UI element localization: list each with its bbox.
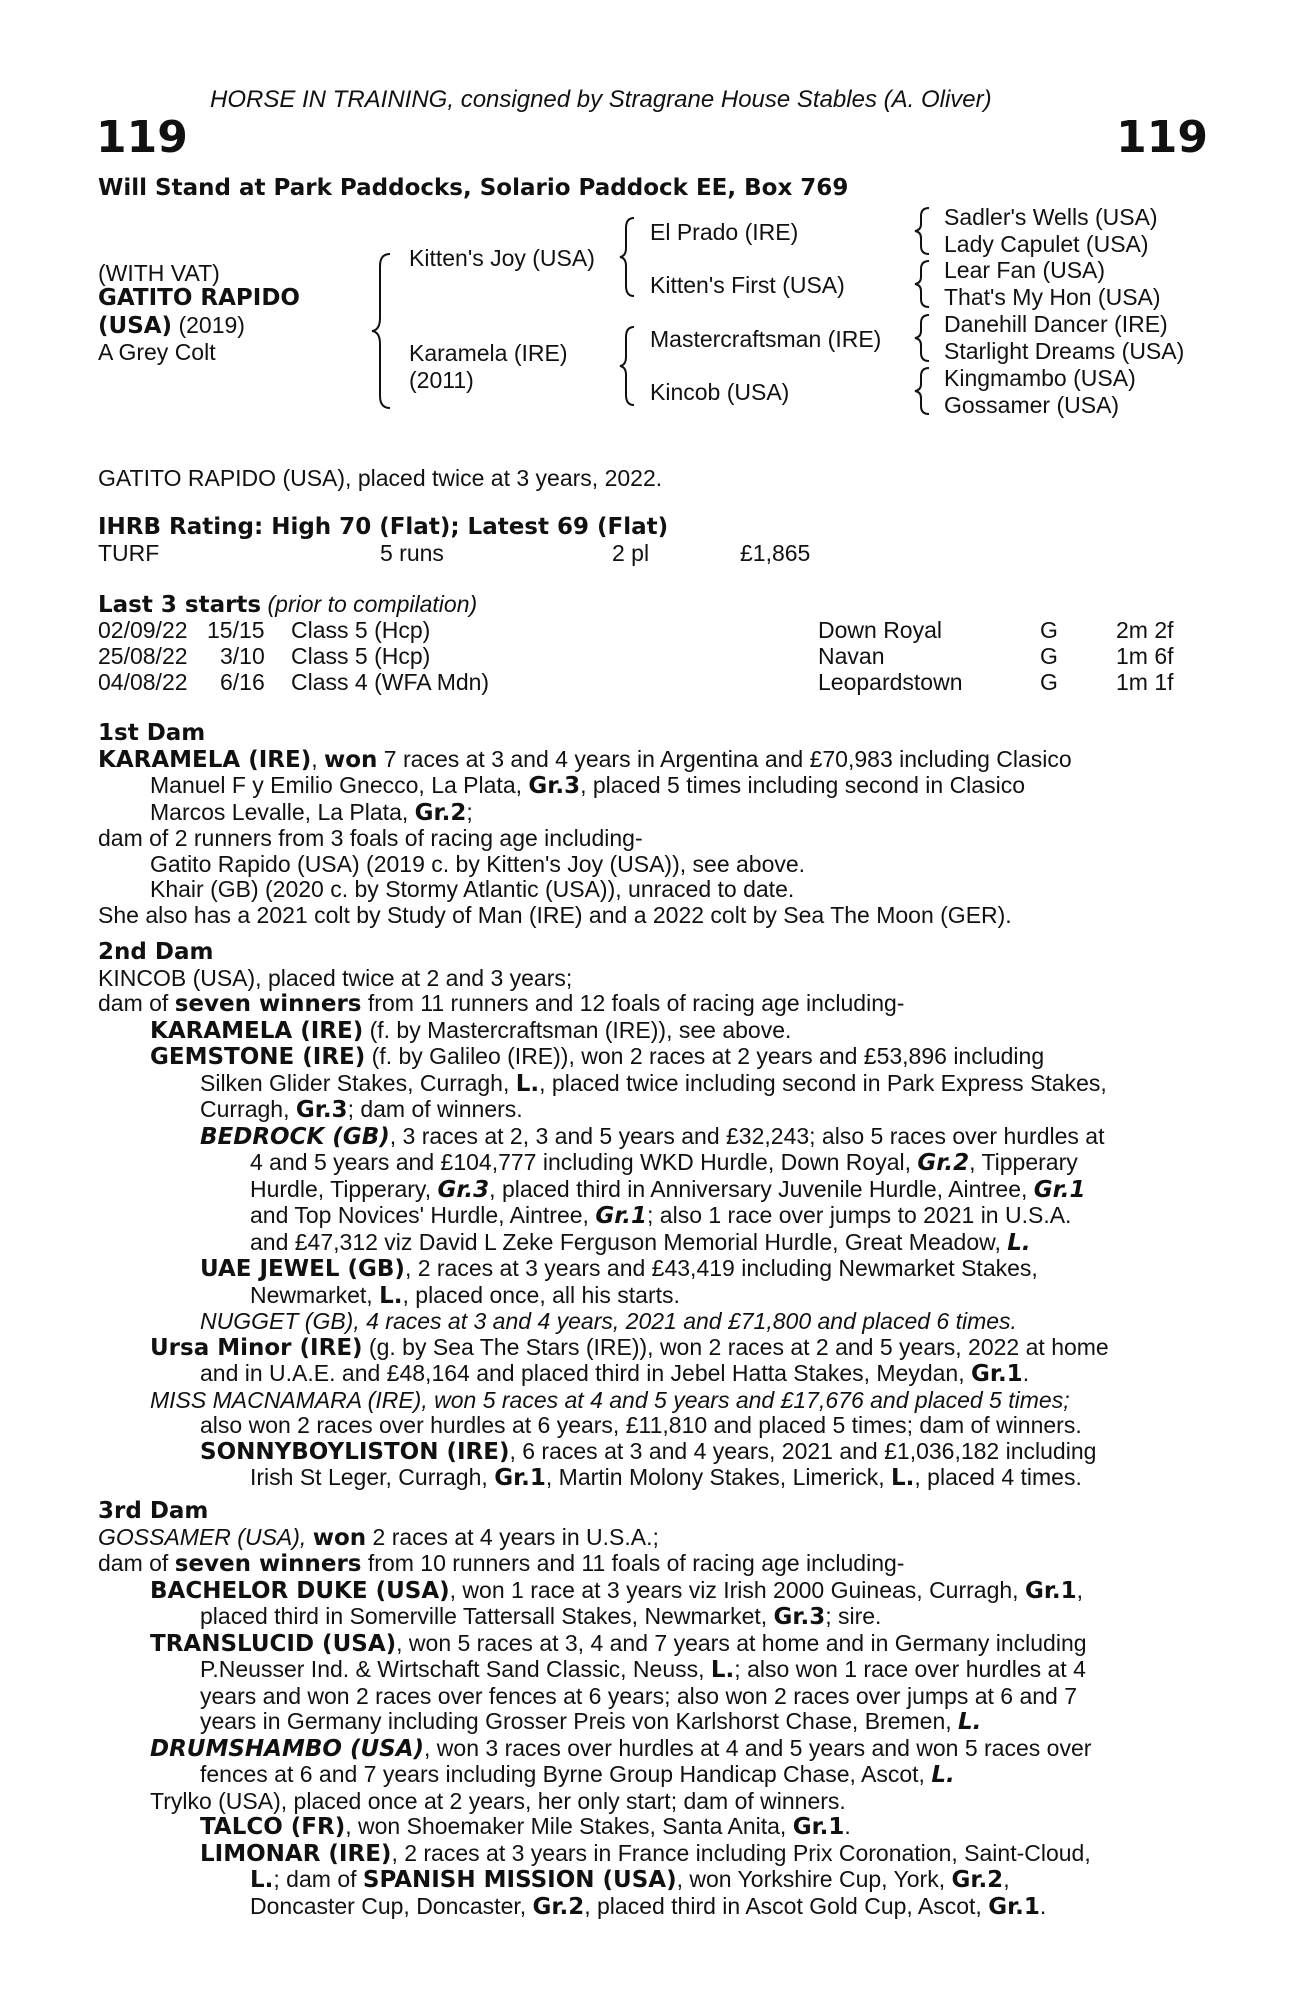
text: , 2 races at 3 years in France including Prix Coronation, Saint-Cloud, — [391, 1839, 1091, 1866]
third-dam-line — [98, 1841, 1204, 1868]
second-dam-line — [98, 1439, 1204, 1466]
horse-name: SONNYBOYLISTON (IRE) — [200, 1438, 510, 1465]
grade: Gr.3 — [528, 773, 581, 799]
horse-description: A Grey Colt — [98, 339, 216, 365]
text: . — [844, 1813, 851, 1839]
second-dam-line — [98, 1203, 1204, 1230]
first-dam-line: Khair (GB) (2020 c. by Stormy Atlantic (USA)), unraced to date. — [150, 876, 795, 902]
start-row-dist: 1m 6f — [1116, 643, 1174, 669]
pedigree-sds: Lear Fan (USA) — [944, 257, 1106, 283]
winners-count: seven winners — [174, 991, 362, 1017]
text: , won 3 races over hurdles at 4 and 5 years and won 5 races over — [424, 1734, 1092, 1761]
horse-name: GATITO RAPIDO — [98, 285, 300, 311]
grade: Gr.2 — [951, 1867, 1004, 1893]
text: , placed 4 times. — [914, 1464, 1082, 1490]
grade: Gr.3 — [295, 1097, 348, 1123]
pedigree-dss: Danehill Dancer (IRE) — [944, 311, 1168, 337]
start-row-race: Class 5 (Hcp) — [291, 617, 431, 643]
grade: L. — [515, 1070, 540, 1097]
text: , won 1 race at 3 years viz Irish 2000 Guineas, Curragh, — [449, 1576, 1025, 1603]
text: , 2 races at 3 years and £43,419 including Newmarket Stakes, — [404, 1255, 1038, 1281]
horse-name: TRANSLUCID (USA) — [150, 1630, 397, 1657]
lot-number-right: 119 — [1116, 112, 1208, 163]
grade: Gr.3 — [437, 1176, 490, 1203]
text: ; also won 1 race over hurdles at 4 — [734, 1656, 1086, 1682]
third-dam-line — [98, 1551, 1204, 1578]
text: , won Shoemaker Mile Stakes, Santa Anita, — [345, 1813, 793, 1839]
first-dam-line — [98, 800, 1204, 827]
text: , — [1076, 1576, 1084, 1603]
starts-heading: Last 3 starts — [98, 592, 262, 618]
second-dam-heading: 2nd Dam — [98, 939, 214, 965]
won-label: won — [312, 1524, 367, 1551]
pedigree-ddd: Gossamer (USA) — [944, 392, 1120, 418]
horse-name: DRUMSHAMBO (USA) — [150, 1735, 425, 1762]
second-dam-section — [98, 940, 1204, 1492]
text: , placed third in Ascot Gold Cup, Ascot, — [584, 1892, 989, 1919]
third-dam-line — [98, 1657, 1204, 1684]
start-row-date: 04/08/22 — [98, 669, 188, 695]
text: 7 races at 3 and 4 years in Argentina and £70,983 including Clasico — [377, 745, 1072, 772]
text: Curragh, — [200, 1096, 296, 1122]
start-row-race: Class 5 (Hcp) — [291, 643, 431, 669]
third-dam-line — [98, 1631, 1204, 1658]
start-row-date: 25/08/22 — [98, 643, 188, 669]
pedigree-sire: Kitten's Joy (USA) — [409, 245, 595, 271]
third-dam-line: Trylko (USA), placed once at 2 years, her only start; dam of winners. — [150, 1787, 846, 1814]
lot-number-left: 119 — [96, 112, 188, 163]
text: , placed twice including second in Park Express Stakes, — [539, 1069, 1107, 1096]
text: and £47,312 viz David L Zeke Ferguson Memorial Hurdle, Great Meadow, — [250, 1228, 1008, 1255]
rating-runs: 5 runs — [380, 540, 444, 566]
pedigree-ssd: Lady Capulet (USA) — [944, 231, 1149, 257]
start-row-pos: 3/10 — [220, 643, 265, 669]
won-label: won — [323, 746, 378, 773]
start-row-pos: 15/15 — [207, 617, 265, 643]
text: GOSSAMER (USA), — [98, 1523, 313, 1550]
text: , — [1003, 1866, 1010, 1892]
horse-country: (USA) — [98, 313, 173, 339]
third-dam-line — [98, 1525, 1204, 1552]
grade: L. — [710, 1657, 735, 1683]
third-dam-line — [98, 1709, 1204, 1736]
start-row-going: G — [1040, 643, 1058, 669]
first-dam-line: Gatito Rapido (USA) (2019 c. by Kitten's Joy (USA)), see above. — [150, 850, 806, 877]
text: Doncaster Cup, Doncaster, — [250, 1892, 533, 1919]
first-dam-section — [98, 721, 1204, 928]
text: . — [1022, 1360, 1030, 1386]
grade: Gr.1 — [988, 1893, 1040, 1920]
grade: Gr.1 — [595, 1203, 648, 1229]
start-row-race: Class 4 (WFA Mdn) — [291, 669, 490, 695]
pedigree-dam: Karamela (IRE) — [409, 340, 568, 366]
text: years in Germany including Grosser Preis von Karlshorst Chase, Bremen, — [200, 1708, 959, 1734]
grade: L. — [379, 1282, 403, 1309]
text: and Top Novices' Hurdle, Aintree, — [250, 1202, 596, 1228]
text: ; — [466, 798, 473, 825]
text: , 3 races at 2, 3 and 5 years and £32,243; also 5 races over hurdles at — [389, 1122, 1105, 1149]
second-dam-line — [98, 1044, 1204, 1071]
text: Irish St Leger, Curragh, — [250, 1464, 495, 1490]
horse-year: (2019) — [178, 312, 245, 338]
horse-name: UAE JEWEL (GB) — [200, 1256, 405, 1282]
text: . — [1039, 1892, 1047, 1919]
horse-name: SPANISH MISSION (USA) — [362, 1867, 677, 1893]
second-dam-line: MISS MACNAMARA (IRE), won 5 races at 4 and 5 years and £17,676 and placed 5 times; — [150, 1386, 1070, 1413]
third-dam-line — [98, 1578, 1204, 1605]
text: Newmarket, — [250, 1281, 380, 1308]
second-dam-line — [98, 1335, 1204, 1362]
third-dam-line — [98, 1894, 1204, 1921]
second-dam-line: also won 2 races over hurdles at 6 years, £11,810 and placed 5 times; dam of winners. — [200, 1412, 1082, 1438]
start-row-course: Leopardstown — [818, 669, 963, 695]
text: (f. by Galileo (IRE)), won 2 races at 2 years and £53,896 including — [365, 1043, 1045, 1069]
text: from 11 runners and 12 foals of racing age including- — [361, 990, 905, 1016]
consignor-line: HORSE IN TRAINING, consigned by Stragrane House Stables (A. Oliver) — [210, 86, 992, 113]
rating-placed: 2 pl — [612, 540, 650, 566]
second-dam-line — [98, 1071, 1204, 1098]
horse-summary: GATITO RAPIDO (USA), placed twice at 3 years, 2022. — [98, 465, 663, 491]
horse-name: GEMSTONE (IRE) — [150, 1044, 366, 1070]
pedigree-dam-dam: Kincob (USA) — [650, 379, 790, 405]
text: Silken Glider Stakes, Curragh, — [200, 1069, 516, 1096]
stand-location: Will Stand at Park Paddocks, Solario Paddock EE, Box 769 — [98, 175, 849, 201]
pedigree-brace-main — [370, 252, 394, 410]
text: , won Yorkshire Cup, York, — [676, 1866, 952, 1892]
pedigree-sire-dam: Kitten's First (USA) — [650, 272, 845, 298]
second-dam-line — [98, 1124, 1204, 1151]
third-dam-line: years and won 2 races over fences at 6 years; also won 2 races over jumps at 6 and 7 — [200, 1682, 1078, 1709]
third-dam-heading: 3rd Dam — [98, 1498, 209, 1524]
start-row-date: 02/09/22 — [98, 617, 188, 643]
grade: Gr.2 — [414, 799, 467, 826]
text: ; dam of — [273, 1866, 363, 1892]
grade: L. — [958, 1709, 982, 1735]
text: P.Neusser Ind. & Wirtschaft Sand Classic, Neuss, — [200, 1656, 711, 1682]
pedigree-dds: Kingmambo (USA) — [944, 365, 1136, 391]
grade: Gr.3 — [773, 1604, 826, 1630]
rating-heading: IHRB Rating: High 70 (Flat); Latest 69 (Flat) — [98, 514, 669, 540]
horse-origin — [98, 312, 245, 339]
pedigree-sss: Sadler's Wells (USA) — [944, 204, 1158, 230]
text: , Martin Molony Stakes, Limerick, — [545, 1464, 891, 1490]
text: Hurdle, Tipperary, — [250, 1175, 438, 1202]
text: Manuel F y Emilio Gnecco, La Plata, — [150, 772, 529, 798]
text: (g. by Sea The Stars (IRE)), won 2 races at 2 and 5 years, 2022 at home — [362, 1333, 1109, 1360]
grade: Gr.2 — [532, 1893, 585, 1920]
start-row-course: Navan — [818, 643, 885, 669]
horse-name: LIMONAR (IRE) — [200, 1840, 392, 1867]
text: ; dam of winners. — [347, 1096, 523, 1122]
second-dam-line — [98, 1177, 1204, 1204]
text: , — [311, 745, 324, 772]
grade: Gr.1 — [971, 1361, 1023, 1387]
start-row-dist: 1m 1f — [1116, 669, 1174, 695]
dam-name: KARAMELA (IRE) — [98, 746, 312, 773]
vat-label: (WITH VAT) — [98, 260, 220, 286]
text: from 10 runners and 11 foals of racing age including- — [361, 1550, 905, 1576]
rating-surface: TURF — [98, 540, 160, 566]
text: , placed once, all his starts. — [402, 1281, 680, 1308]
text: ; sire. — [825, 1603, 882, 1629]
text: and in U.A.E. and £48,164 and placed third in Jebel Hatta Stakes, Meydan, — [200, 1360, 971, 1386]
pedigree-sdd: That's My Hon (USA) — [944, 284, 1161, 310]
pedigree-brace-dam — [618, 325, 638, 407]
text: 4 and 5 years and £104,777 including WKD Hurdle, Down Royal, — [250, 1149, 918, 1175]
horse-name: TALCO (FR) — [200, 1814, 346, 1840]
third-dam-line — [98, 1604, 1204, 1631]
start-row-course: Down Royal — [818, 617, 942, 643]
third-dam-line — [98, 1762, 1204, 1789]
grade: L. — [1007, 1229, 1031, 1256]
second-dam-line — [98, 1361, 1204, 1388]
pedigree-brace-sd — [913, 259, 933, 309]
third-dam-section — [98, 1499, 1204, 1920]
pedigree-brace-ds — [913, 313, 933, 363]
second-dam-line — [98, 1283, 1204, 1310]
second-dam-line: KINCOB (USA), placed twice at 2 and 3 years; — [98, 964, 573, 991]
second-dam-line — [98, 1150, 1204, 1177]
horse-name: KARAMELA (IRE) — [150, 1017, 364, 1044]
third-dam-line — [98, 1814, 1204, 1841]
third-dam-line — [98, 1736, 1204, 1763]
second-dam-line — [98, 1465, 1204, 1492]
horse-name: Ursa Minor (IRE) — [150, 1334, 363, 1361]
text: Marcos Levalle, La Plata, — [150, 798, 415, 825]
pedigree-sire-sire: El Prado (IRE) — [650, 219, 799, 245]
start-row-pos: 6/16 — [220, 669, 265, 695]
second-dam-line — [98, 1018, 1204, 1045]
first-dam-line: She also has a 2021 colt by Study of Man (IRE) and a 2022 colt by Sea The Moon (GER). — [98, 901, 1012, 928]
grade: L. — [931, 1762, 955, 1788]
text: ; also 1 race over jumps to 2021 in U.S.A. — [647, 1202, 1072, 1228]
second-dam-line — [98, 1256, 1204, 1283]
text: , Tipperary — [969, 1149, 1078, 1175]
text: , placed 5 times including second in Clasico — [580, 772, 1025, 798]
grade: Gr.2 — [917, 1150, 970, 1176]
winners-count: seven winners — [174, 1551, 362, 1577]
pedigree-dam-year: (2011) — [409, 367, 474, 393]
grade: Gr.1 — [1024, 1577, 1077, 1604]
first-dam-line — [98, 773, 1204, 800]
grade: L. — [890, 1465, 915, 1491]
pedigree-brace-sire — [618, 216, 638, 298]
starts-heading-line — [98, 591, 477, 618]
text: dam of — [98, 1550, 175, 1576]
first-dam-heading: 1st Dam — [98, 720, 206, 746]
second-dam-line: NUGGET (GB), 4 races at 3 and 4 years, 2021 and £71,800 and placed 6 times. — [200, 1308, 1017, 1334]
text: placed third in Somerville Tattersall Stakes, Newmarket, — [200, 1603, 774, 1629]
text: (f. by Mastercraftsman (IRE)), see above. — [363, 1016, 792, 1043]
text: 2 races at 4 years in U.S.A.; — [366, 1523, 659, 1550]
first-dam-line: dam of 2 runners from 3 foals of racing age including- — [98, 825, 643, 851]
text: fences at 6 and 7 years including Byrne Group Handicap Chase, Ascot, — [200, 1761, 932, 1787]
start-row-going: G — [1040, 669, 1058, 695]
horse-name: BACHELOR DUKE (USA) — [150, 1577, 450, 1604]
pedigree-dsd: Starlight Dreams (USA) — [944, 338, 1185, 364]
starts-note: (prior to compilation) — [267, 591, 478, 617]
third-dam-line — [98, 1867, 1204, 1894]
text: , placed third in Anniversary Juvenile Hurdle, Aintree, — [489, 1175, 1034, 1202]
text: , 6 races at 3 and 4 years, 2021 and £1,036,182 including — [509, 1437, 1097, 1464]
rating-earnings: £1,865 — [740, 540, 811, 566]
pedigree-brace-dd — [913, 366, 933, 416]
pedigree-dam-sire: Mastercraftsman (IRE) — [650, 326, 882, 352]
second-dam-line — [98, 991, 1204, 1018]
start-row-going: G — [1040, 617, 1058, 643]
text: , won 5 races at 3, 4 and 7 years at home and in Germany including — [396, 1629, 1087, 1656]
first-dam-line — [98, 747, 1204, 774]
pedigree-brace-ss — [913, 206, 933, 256]
text: dam of — [98, 990, 175, 1016]
second-dam-line — [98, 1230, 1204, 1257]
grade: Gr.1 — [494, 1465, 546, 1491]
grade: Gr.1 — [1033, 1176, 1086, 1203]
horse-name: BEDROCK (GB) — [200, 1123, 390, 1150]
grade: L. — [250, 1867, 274, 1893]
grade: Gr.1 — [792, 1814, 845, 1840]
second-dam-line — [98, 1097, 1204, 1124]
start-row-dist: 2m 2f — [1116, 617, 1174, 643]
